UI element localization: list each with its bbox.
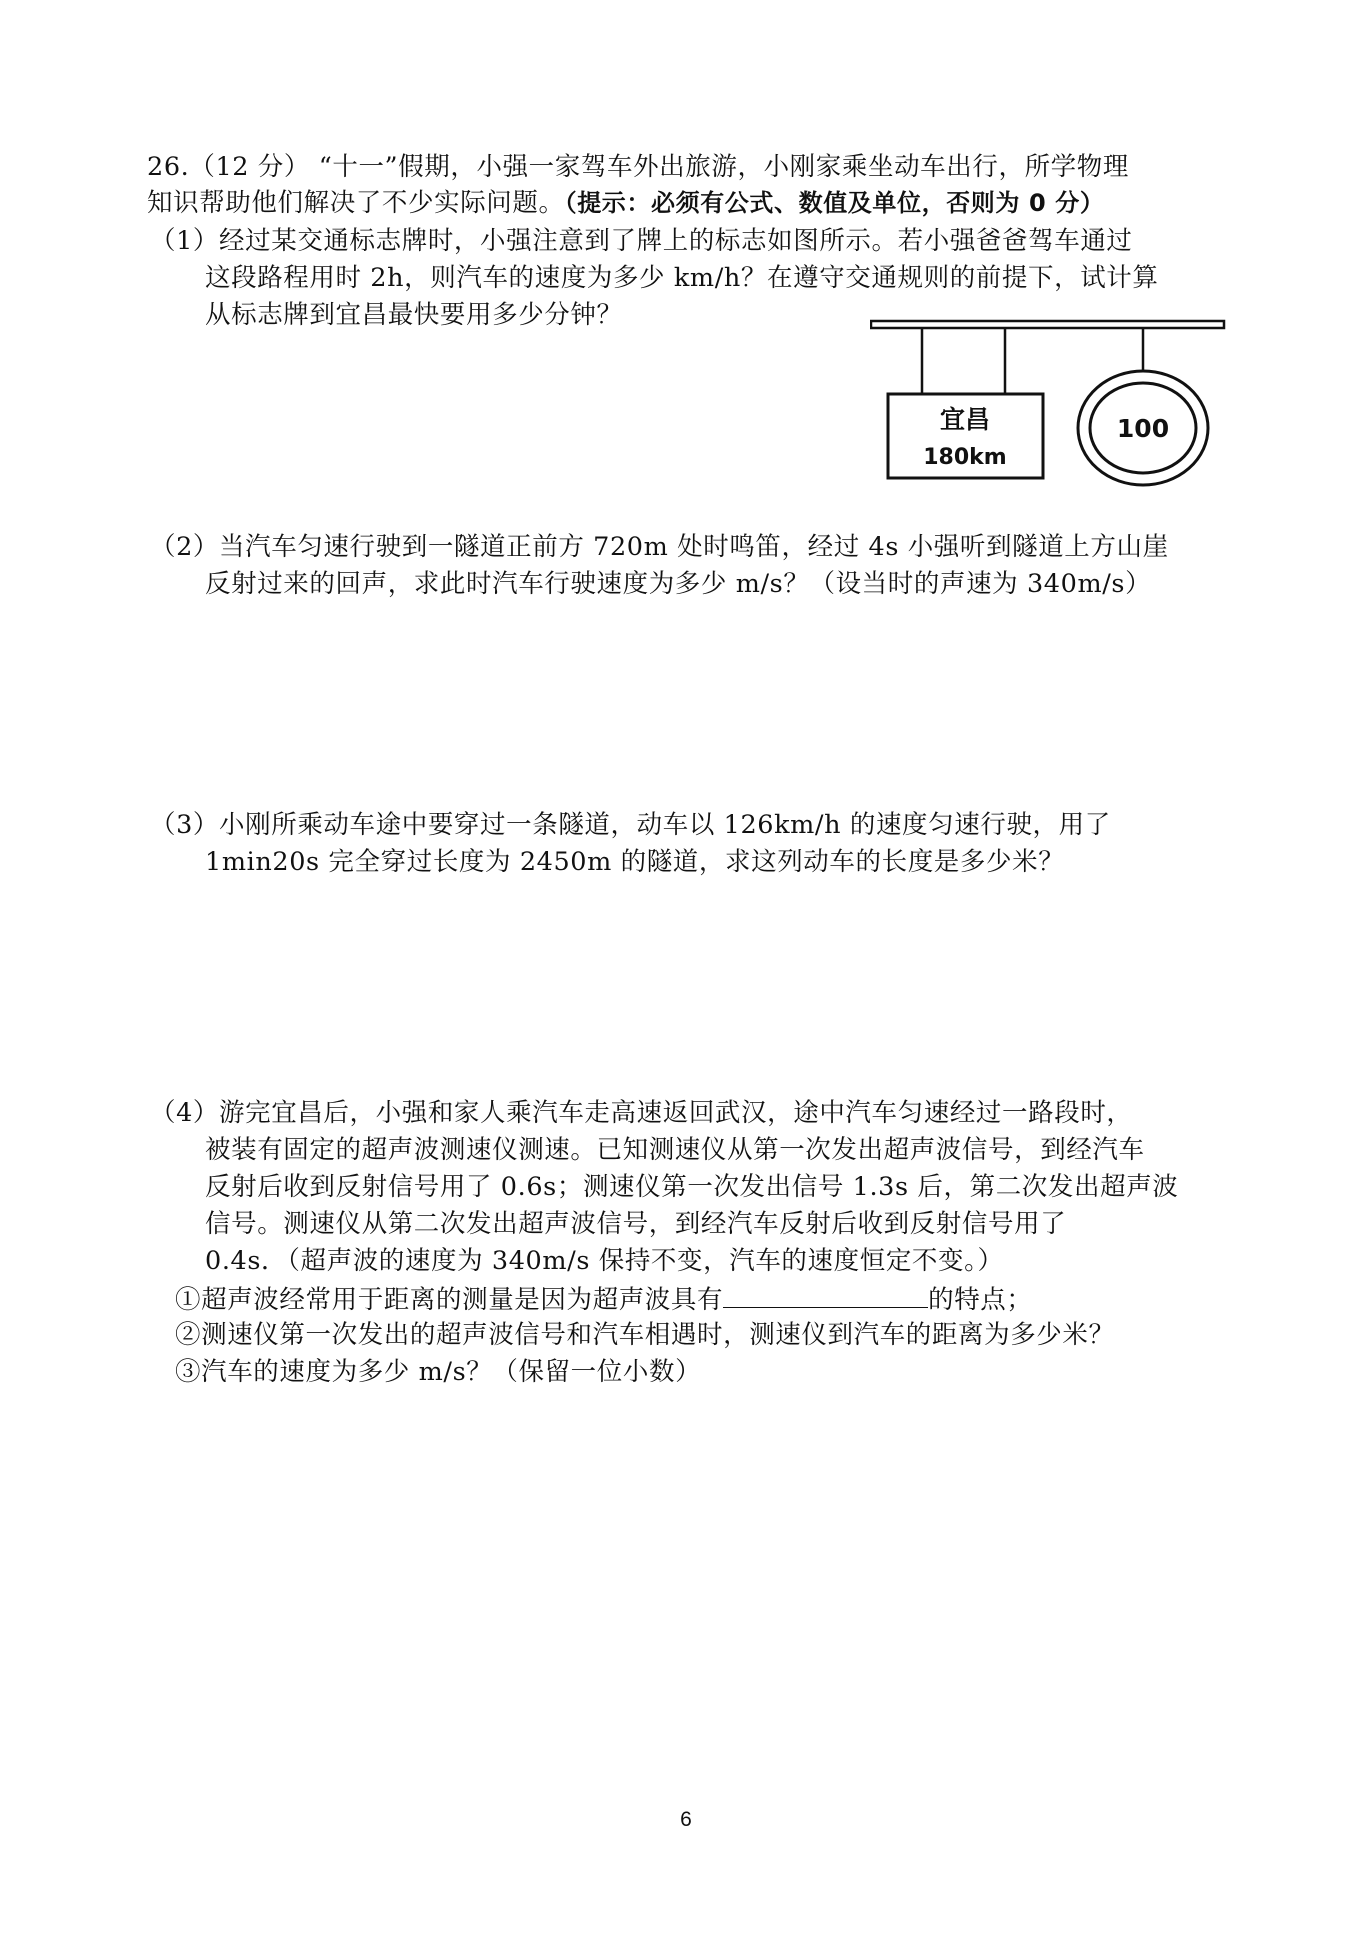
part4-sub1 (175, 1281, 1033, 1317)
question-intro-line (147, 186, 1104, 220)
part1-line-2: 这段路程用时 2h，则汽车的速度为多少 km/h？在遵守交通规则的前提下，试计算 (205, 263, 1159, 293)
answer-blank[interactable] (723, 1281, 928, 1308)
part4-line-5: 0.4s．（超声波的速度为 340m/s 保持不变，汽车的速度恒定不变。） (205, 1246, 1004, 1276)
sign-destination: 宜昌 (939, 405, 991, 434)
question-header: 26.（12 分） “十一”假期，小强一家驾车外出旅游，小刚家乘坐动车出行，所学物理 (147, 152, 1129, 182)
sign-gantry-bar (871, 321, 1224, 328)
part4-line-4: 信号。测速仪从第二次发出超声波信号，到经汽车反射后收到反射信号用了 (205, 1209, 1067, 1239)
question-intro-text: 知识帮助他们解决了不少实际问题。 (147, 188, 565, 218)
part4-line-2: 被装有固定的超声波测速仪测速。已知测速仪从第一次发出超声波信号，到经汽车 (205, 1135, 1145, 1165)
page-number: 6 (680, 1808, 692, 1831)
part2-line-2: 反射过来的回声，求此时汽车行驶速度为多少 m/s？（设当时的声速为 340m/s） (205, 569, 1152, 599)
sub1-text-after: 的特点； (928, 1285, 1033, 1315)
part1-line-3: 从标志牌到宜昌最快要用多少分钟？ (205, 300, 623, 330)
part4-line-3: 反射后收到反射信号用了 0.6s；测速仪第一次发出信号 1.3s 后，第二次发出超声波 (205, 1172, 1179, 1202)
part2-line-1: （2）当汽车匀速行驶到一隧道正前方 720m 处时鸣笛，经过 4s 小强听到隧道上方山崖 (150, 532, 1169, 562)
sub1-text-before: ①超声波经常用于距离的测量是因为超声波具有 (175, 1285, 724, 1315)
part4-sub2: ②测速仪第一次发出的超声波信号和汽车相遇时，测速仪到汽车的距离为多少米？ (175, 1320, 1115, 1350)
part1-line-1: （1）经过某交通标志牌时，小强注意到了牌上的标志如图所示。若小强爸爸驾车通过 (150, 226, 1133, 256)
sign-distance: 180km (923, 445, 1007, 470)
traffic-sign-figure (870, 318, 1226, 490)
part3-line-1: （3）小刚所乘动车途中要穿过一条隧道，动车以 126km/h 的速度匀速行驶，用了 (150, 810, 1111, 840)
part3-line-2: 1min20s 完全穿过长度为 2450m 的隧道，求这列动车的长度是多少米？ (205, 847, 1065, 877)
answer-hint: （提示：必须有公式、数值及单位，否则为 0 分） (564, 189, 1105, 217)
speed-limit-value: 100 (1116, 414, 1170, 443)
part4-sub3: ③汽车的速度为多少 m/s？（保留一位小数） (175, 1357, 702, 1387)
part4-line-1: （4）游完宜昌后，小强和家人乘汽车走高速返回武汉，途中汽车匀速经过一路段时， (150, 1098, 1133, 1128)
